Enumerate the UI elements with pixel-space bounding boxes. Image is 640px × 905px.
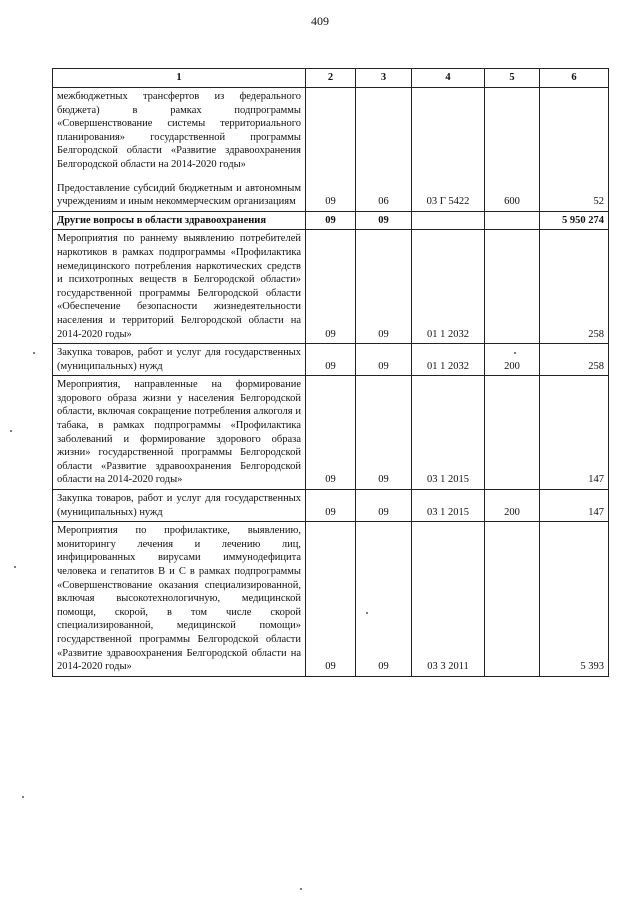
row-vr: 200 [485,490,540,522]
row-csr: 03 3 2011 [412,522,485,677]
header-col-vr: 5 [485,69,540,88]
row-amount: 258 [540,230,609,344]
table-row [53,376,609,490]
scan-speck [514,352,516,354]
row-vr [485,211,540,230]
row-pr: 06 [356,88,412,212]
row-pr: 09 [356,490,412,522]
scan-speck [22,796,24,798]
row-amount: 5 950 274 [540,211,609,230]
header-col-pr: 3 [356,69,412,88]
row-vr [485,230,540,344]
row-description [53,88,306,212]
row-vr [485,376,540,490]
row-csr: 03 1 2015 [412,490,485,522]
row-pr: 09 [356,522,412,677]
table-row [53,230,609,344]
row-csr: 01 1 2032 [412,230,485,344]
row-subname: Предоставление субсидий бюджетным и автономным учреждениям и иным некоммерческим организациям [57,182,301,208]
row-rz: 09 [306,211,356,230]
row-amount: 147 [540,490,609,522]
row-vr: 600 [485,88,540,212]
header-col-name: 1 [53,69,306,88]
row-description: Мероприятия по профилактике, выявлению, мониторингу лечения и лечению лиц, инфицированных вирусами иммунодефицита человека и гепатитов В и С в рамках подпрограммы «Совершенствование оказания специализированной, включая высокотехнологичную, медицинской помощи, скорой, в том числе скорой специализированной, медицинской помощи» государственной программы Белгородской области «Развитие здравоохранения Белгородской области на 2014-2020 годы» [53,522,306,677]
row-amount: 5 393 [540,522,609,677]
scan-speck [14,566,16,568]
scan-speck [300,888,302,890]
table-header [53,69,609,88]
row-csr: 03 Г 5422 [412,88,485,212]
row-csr: 01 1 2032 [412,344,485,376]
row-rz: 09 [306,490,356,522]
row-description: Закупка товаров, работ и услуг для государственных (муниципальных) нужд [53,490,306,522]
header-row [53,69,609,88]
row-amount: 258 [540,344,609,376]
row-pr: 09 [356,211,412,230]
row-pr: 09 [356,344,412,376]
scan-speck [366,612,368,614]
scan-speck [10,430,12,432]
row-pr: 09 [356,230,412,344]
row-rz: 09 [306,376,356,490]
page-number: 409 [311,14,329,28]
row-amount: 147 [540,376,609,490]
row-rz: 09 [306,344,356,376]
table-row [53,88,609,212]
header-col-amount: 6 [540,69,609,88]
row-vr: 200 [485,344,540,376]
row-amount: 52 [540,88,609,212]
row-description: Мероприятия по раннему выявлению потребителей наркотиков в рамках подпрограммы «Профилактика немедицинского потребления наркотических средств и психотропных веществ в Белгородской области» государственной программы Белгородской области «Обеспечение безопасности жизнедеятельности населения и территорий Белгородской области на 2014-2020 годы» [53,230,306,344]
header-col-csr: 4 [412,69,485,88]
budget-table [52,68,609,677]
header-col-rz: 2 [306,69,356,88]
row-name: межбюджетных трансфертов из федерального бюджета) в рамках подпрограммы «Совершенствование системы территориального планирования» государственной программы Белгородской области «Развитие здравоохранения Белгородской области на 2014-2020 годы» [57,91,301,170]
row-rz: 09 [306,88,356,212]
row-csr [412,211,485,230]
row-pr: 09 [356,376,412,490]
row-description: Мероприятия, направленные на формирование здорового образа жизни у населения Белгородской области, включая сокращение потребления алкоголя и табака, в рамках подпрограммы «Профилактика заболеваний и формирование здорового образа жизни» государственной программы Белгородской области «Развитие здравоохранения Белгородской области на 2014-2020 годы» [53,376,306,490]
table-row [53,344,609,376]
table-row [53,522,609,677]
row-csr: 03 1 2015 [412,376,485,490]
scan-speck [33,352,35,354]
row-rz: 09 [306,522,356,677]
table-row [53,490,609,522]
row-description: Другие вопросы в области здравоохранения [53,211,306,230]
row-description: Закупка товаров, работ и услуг для государственных (муниципальных) нужд [53,344,306,376]
table-row-section [53,211,609,230]
row-vr [485,522,540,677]
row-rz: 09 [306,230,356,344]
